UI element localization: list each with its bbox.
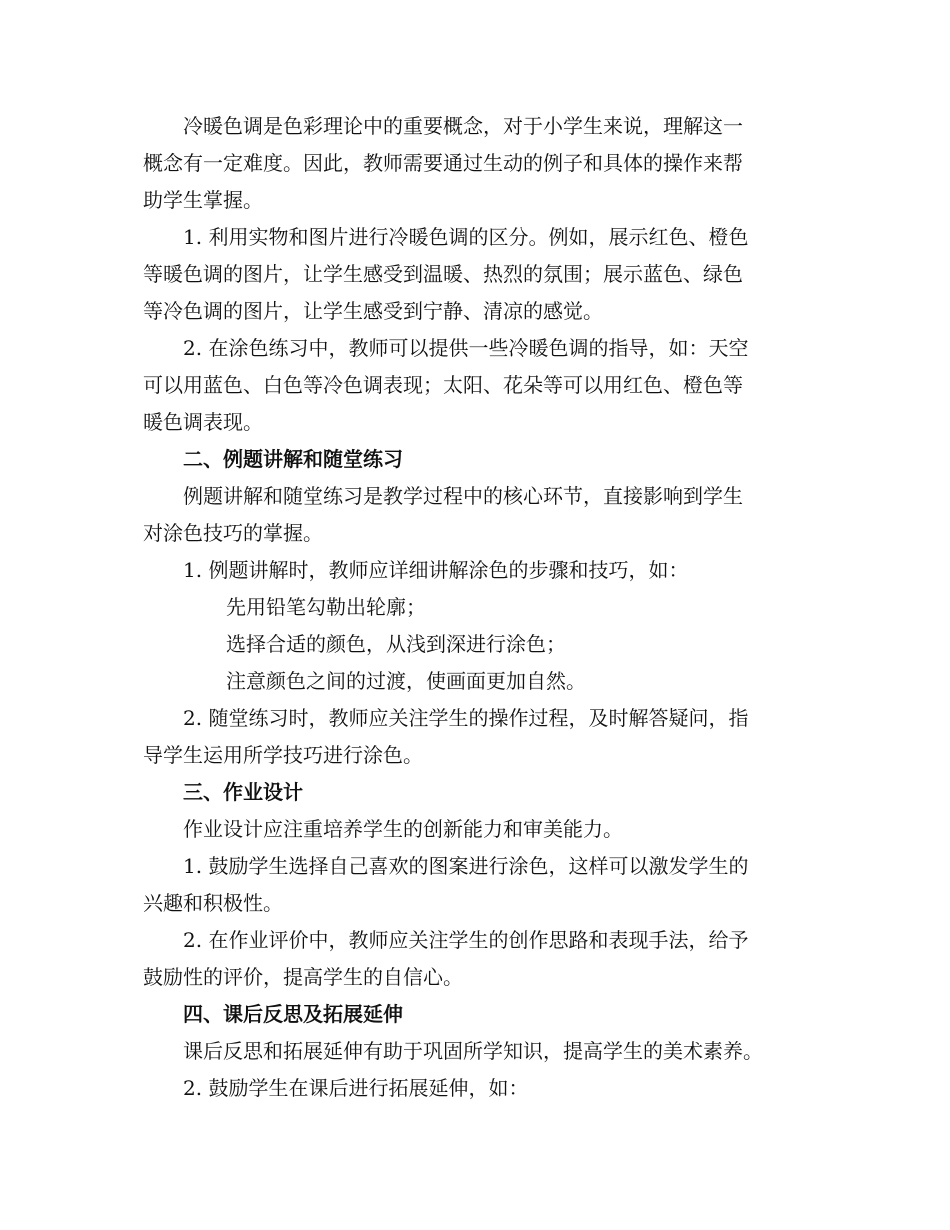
paragraph-line: 兴趣和积极性。 — [143, 891, 283, 915]
paragraph-line: 暖色调表现。 — [143, 410, 263, 434]
paragraph-line: 可以用蓝色、白色等冷色调表现；太阳、花朵等可以用红色、橙色等 — [143, 373, 743, 397]
paragraph-line: 课后反思和拓展延伸有助于巩固所学知识，提高学生的美术素养。 — [183, 1039, 763, 1063]
list-item-line: 2. 鼓励学生在课后进行拓展延伸，如： — [183, 1076, 529, 1100]
list-item-line: 2. 在作业评价中，教师应关注学生的创作思路和表现手法，给予 — [183, 928, 749, 952]
paragraph-line: 导学生运用所学技巧进行涂色。 — [143, 743, 423, 767]
paragraph-line: 等冷色调的图片，让学生感受到宁静、清凉的感觉。 — [143, 299, 603, 323]
step-line: 注意颜色之间的过渡，使画面更加自然。 — [226, 669, 586, 693]
paragraph-line: 例题讲解和随堂练习是教学过程中的核心环节，直接影响到学生 — [183, 484, 743, 508]
list-item-line: 2. 在涂色练习中，教师可以提供一些冷暖色调的指导，如：天空 — [183, 336, 749, 360]
step-line: 先用铅笔勾勒出轮廓； — [226, 595, 426, 619]
list-item-line: 1. 鼓励学生选择自己喜欢的图案进行涂色，这样可以激发学生的 — [183, 854, 749, 878]
section-heading: 四、课后反思及拓展延伸 — [183, 1002, 403, 1026]
paragraph-line: 作业设计应注重培养学生的创新能力和审美能力。 — [183, 817, 623, 841]
paragraph-line: 对涂色技巧的掌握。 — [143, 521, 323, 545]
step-line: 选择合适的颜色，从浅到深进行涂色； — [226, 632, 566, 656]
section-heading: 二、例题讲解和随堂练习 — [183, 447, 403, 471]
section-heading: 三、作业设计 — [183, 780, 303, 804]
list-item-line: 2. 随堂练习时，教师应关注学生的操作过程，及时解答疑问，指 — [183, 706, 749, 730]
list-item-line: 1. 利用实物和图片进行冷暖色调的区分。例如，展示红色、橙色 — [183, 225, 749, 249]
paragraph-line: 冷暖色调是色彩理论中的重要概念，对于小学生来说，理解这一 — [183, 114, 743, 138]
paragraph-line: 助学生掌握。 — [143, 188, 263, 212]
paragraph-line: 等暖色调的图片，让学生感受到温暖、热烈的氛围；展示蓝色、绿色 — [143, 262, 743, 286]
list-item-line: 1. 例题讲解时，教师应详细讲解涂色的步骤和技巧，如： — [183, 558, 689, 582]
paragraph-line: 概念有一定难度。因此，教师需要通过生动的例子和具体的操作来帮 — [143, 151, 743, 175]
paragraph-line: 鼓励性的评价，提高学生的自信心。 — [143, 965, 463, 989]
